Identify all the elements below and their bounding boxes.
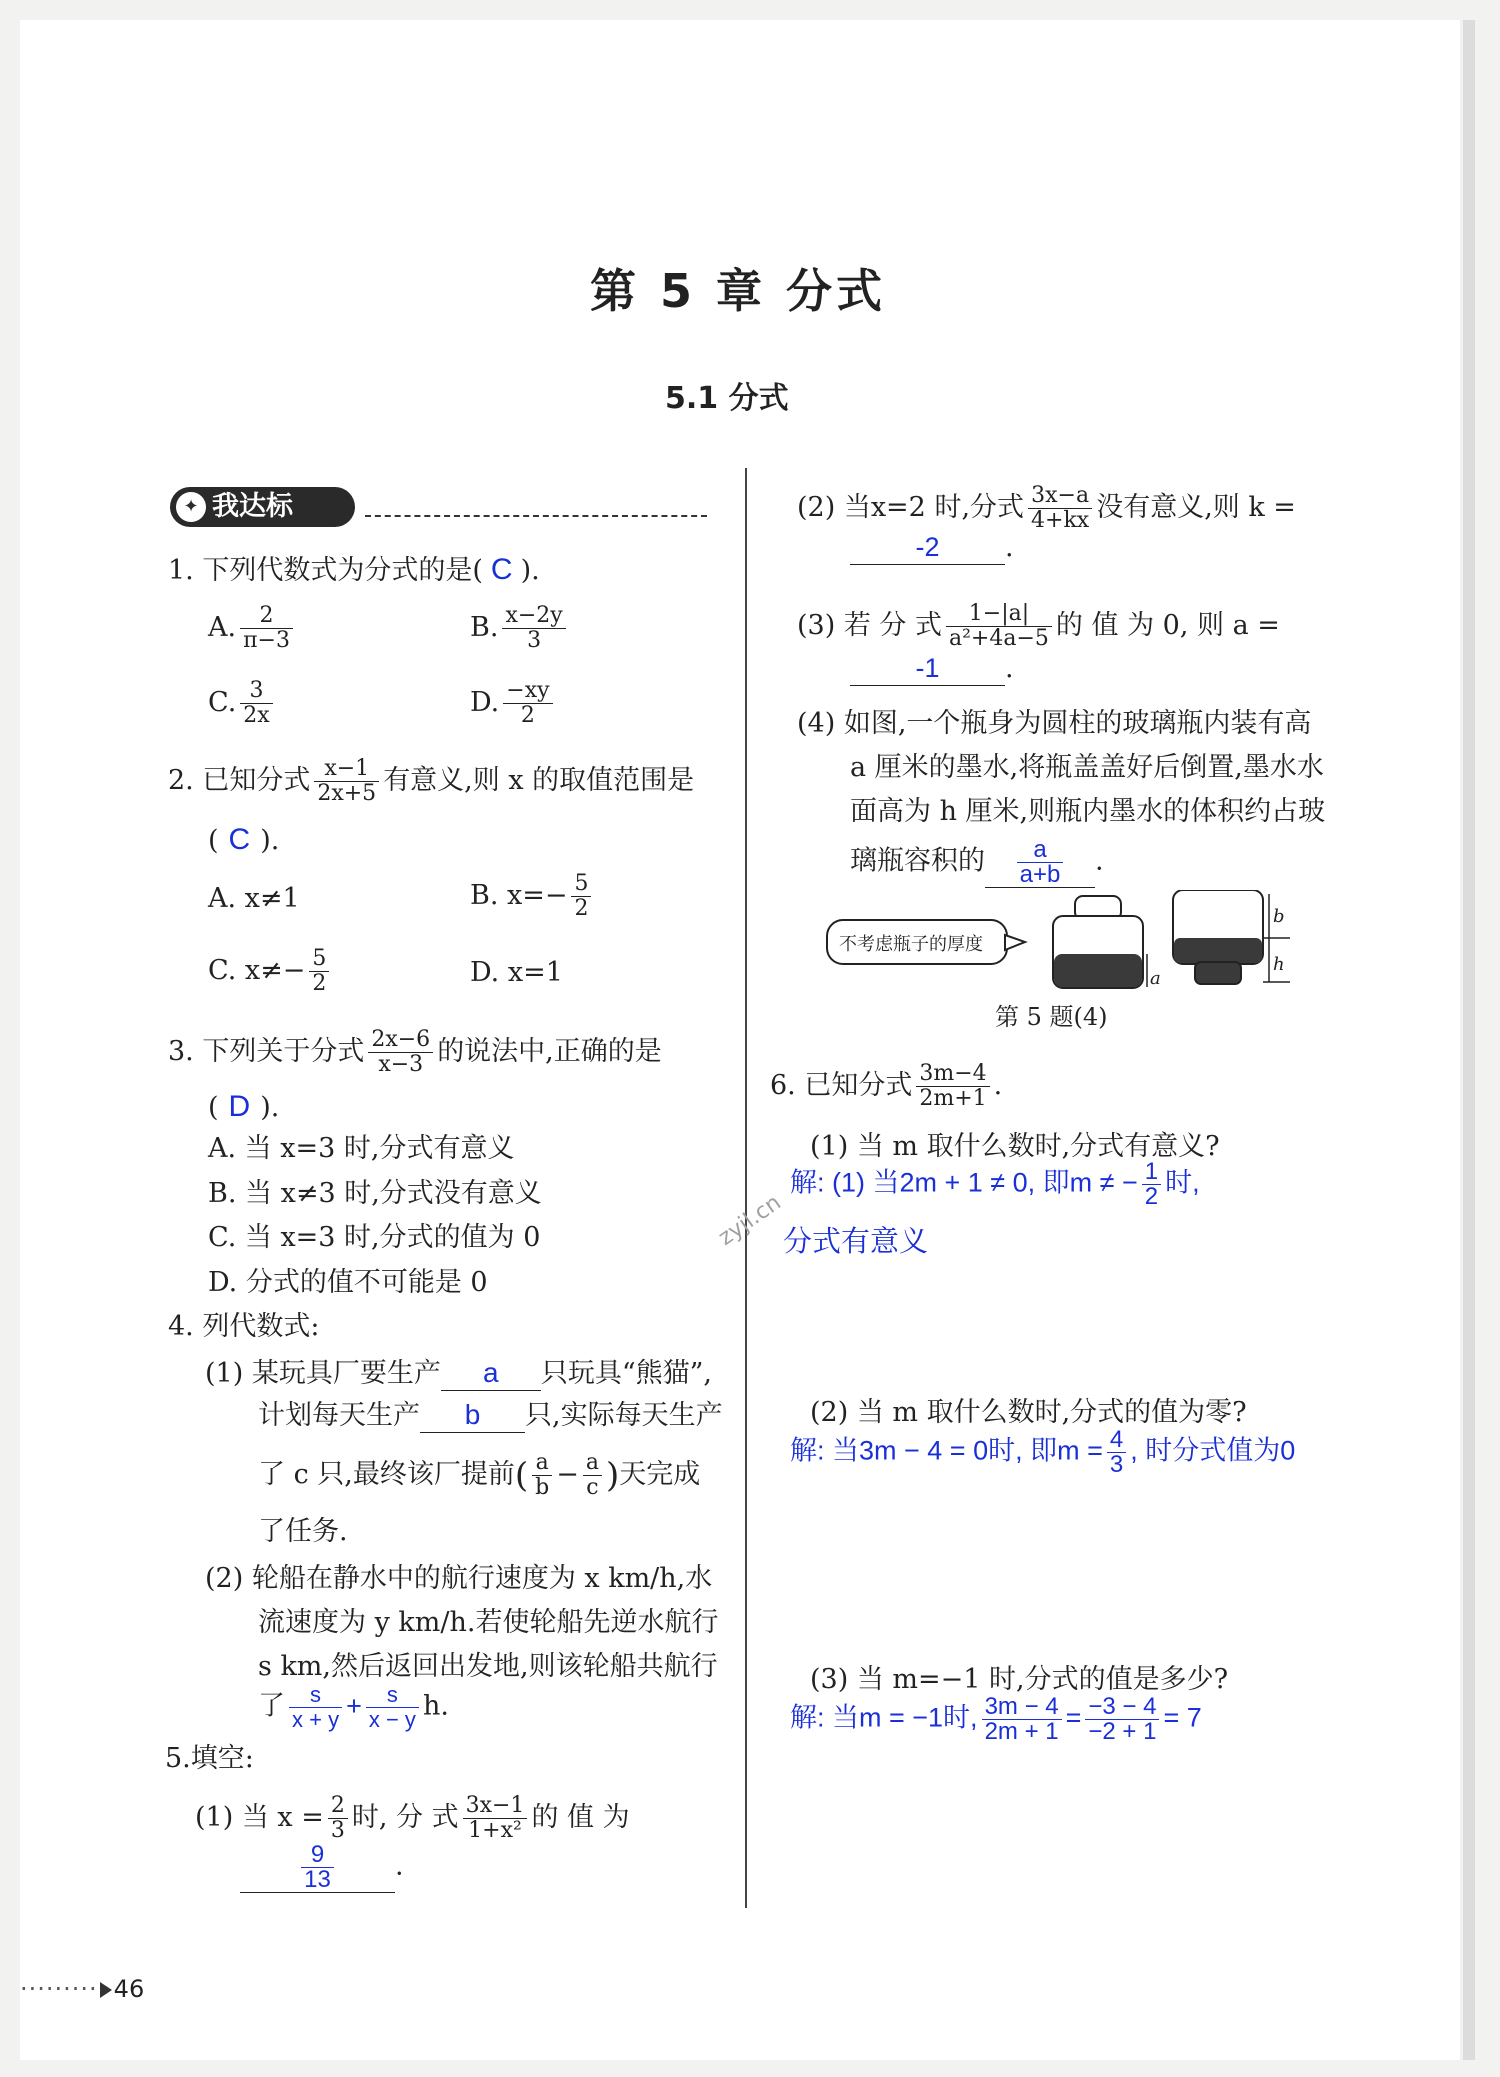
exercise-badge [170,487,355,527]
q1-option-b: B. $\frac{x-2y}{3}$ [470,604,570,653]
column-divider [745,468,747,1908]
page-edge [1463,20,1475,2060]
watermark: zyjl.cn [714,1190,786,1251]
runner-icon: ✦ [176,492,206,522]
q3-option-a: A. 当 x=3 时,分式有意义 [208,1133,515,1164]
q4-part1-line3: 了 c 只,最终该厂提前( $\frac{a}{b}$ − $\frac{a}{c}$ )天完成 [258,1450,701,1500]
q6-solution1-line1: 解: (1) 当2m + 1 ≠ 0, 即m ≠ − $\frac{1}{2}$ 时, [790,1158,1200,1210]
fig-label-b: b [1273,906,1285,927]
q5-part4-line2: a 厘米的墨水,将瓶盖盖好后倒置,墨水水 [850,752,1324,783]
chapter-title: 第 5 章 分式 [590,264,887,318]
q2-option-d: D. x=1 [470,957,563,988]
q5-part1-answer: $\frac{9}{13}$ [240,1843,395,1893]
bubble-text: 不考虑瓶子的厚度 [839,934,983,955]
q2-answer-line: ( C ). [208,823,280,856]
q5-part2-answer: -2 [850,530,1005,565]
q3-stem: 3. 下列关于分式 $\frac{2x-6}{x-3}$ 的说法中,正确的是 [168,1027,662,1077]
q4-part2-line1: (2) 轮船在静水中的航行速度为 x km/h,水 [205,1563,713,1594]
q4-part2-line3: s km,然后返回出发地,则该轮船共航行 [258,1651,718,1682]
q5-part3-answer-line: -1 . [850,651,1014,686]
q6-solution3: 解: 当m = −1时, $\frac{3m - 4}{2m + 1}$ = $\frac{-3 - 4}{-2 + 1}$ = 7 [790,1693,1202,1745]
figure-caption: 第 5 题(4) [995,1003,1108,1031]
q1-option-a: A. $\frac{2}{\pi-3}$ [208,604,297,653]
fig-label-h: h [1273,954,1285,975]
badge-dashline [365,515,707,517]
q4-answer-sum: $\frac{s}{x + y}$ + $\frac{s}{x - y}$ [285,1691,423,1721]
q1-answer: C [490,553,513,586]
q4-part1-line1: (1) 某玩具厂要生产 a 只玩具“熊猫”, [205,1357,713,1389]
q2-option-b: B. x=− $\frac{5}{2}$ [470,872,595,921]
q5-part4-line4: 璃瓶容积的 $\frac{a}{a+b}$ . [850,836,1104,888]
bottle1-ink [1054,954,1142,987]
fig-label-a: a [1150,968,1161,989]
q1-option-c: C. $\frac{3}{2x}$ [208,679,277,728]
q6-solution1-line2: 分式有意义 [783,1226,929,1258]
bottle-figure [825,890,1295,1000]
bottle2-cap [1195,962,1241,984]
q4-part2-line2: 流速度为 y km/h.若使轮船先逆水航行 [258,1607,719,1638]
page-number: 46 [113,1975,145,2003]
footer-dots: ········· [20,1975,98,2003]
section-title: 5.1 分式 [665,381,789,416]
q3-answer: D [228,1090,251,1123]
q5-part2-answer-line: -2 . [850,530,1014,565]
q4-stem: 4. 列代数式: [168,1311,320,1342]
bottle2-ink [1174,938,1262,963]
q5-part4-line3: 面高为 h 厘米,则瓶内墨水的体积约占玻 [850,796,1326,827]
footer-arrow-icon [100,1982,112,1998]
q6-part1: (1) 当 m 取什么数时,分式有意义? [810,1131,1220,1162]
q1-stem: 1. 下列代数式为分式的是( C ). [168,553,540,586]
q6-solution2: 解: 当3m − 4 = 0时, 即m = $\frac{4}{3}$ , 时分式值为0 [790,1426,1296,1478]
q5-part4-answer: $\frac{a}{a+b}$ [985,838,1095,888]
q3-answer-line: ( D ). [208,1090,280,1123]
q5-stem: 5.填空: [165,1743,254,1774]
q4-part2-line4: 了 $\frac{s}{x + y}$ + $\frac{s}{x - y}$ h. [258,1682,449,1732]
q5-part3-answer: -1 [850,651,1005,686]
q5-part3: (3) 若 分 式 $\frac{1-|a|}{\text{a²+4a−5}}$ 的 值 为 0, 则 a = [797,601,1280,651]
q5-part1: (1) 当 x = $\frac{2}{3}$ 时, 分 式 $\frac{3x-1}{\text{1+x²}}$ 的 值 为 [195,1793,630,1843]
q2-answer: C [228,823,251,856]
page-footer [20,1975,144,2003]
q1-option-d: D. $\frac{-xy}{2}$ [470,679,557,728]
q2-stem: 2. 已知分式 $\frac{x-1}{2x+5}$ 有意义,则 x 的取值范围是 [168,756,695,806]
bubble-tail [1005,935,1025,950]
q4-part1-line4: 了任务. [258,1516,348,1547]
q4-answer-a: a [441,1356,541,1391]
q6-part2: (2) 当 m 取什么数时,分式的值为零? [810,1397,1247,1428]
q5-part1-answer-line: $\frac{9}{13}$ . [240,1843,404,1893]
q6-stem: 6. 已知分式 $\frac{3m-4}{2m+1}$ . [770,1061,1003,1111]
q2-option-c: C. x≠− $\frac{5}{2}$ [208,947,333,996]
q3-option-c: C. 当 x=3 时,分式的值为 0 [208,1222,541,1253]
q4-answer-b: b [420,1398,525,1433]
q2-option-a: A. x≠1 [208,883,300,914]
q6-part3: (3) 当 m=−1 时,分式的值是多少? [810,1664,1229,1695]
q5-part2: (2) 当x=2 时,分式 $\frac{3x-a}{4+kx}$ 没有意义,则 k = [797,483,1296,533]
q4-part1-line2: 计划每天生产 b 只,实际每天生产 [258,1399,723,1431]
badge-label: 我达标 [212,491,293,522]
q5-part4-line1: (4) 如图,一个瓶身为圆柱的玻璃瓶内装有高 [797,708,1312,739]
q3-option-b: B. 当 x≠3 时,分式没有意义 [208,1178,542,1209]
q3-option-d: D. 分式的值不可能是 0 [208,1267,488,1298]
